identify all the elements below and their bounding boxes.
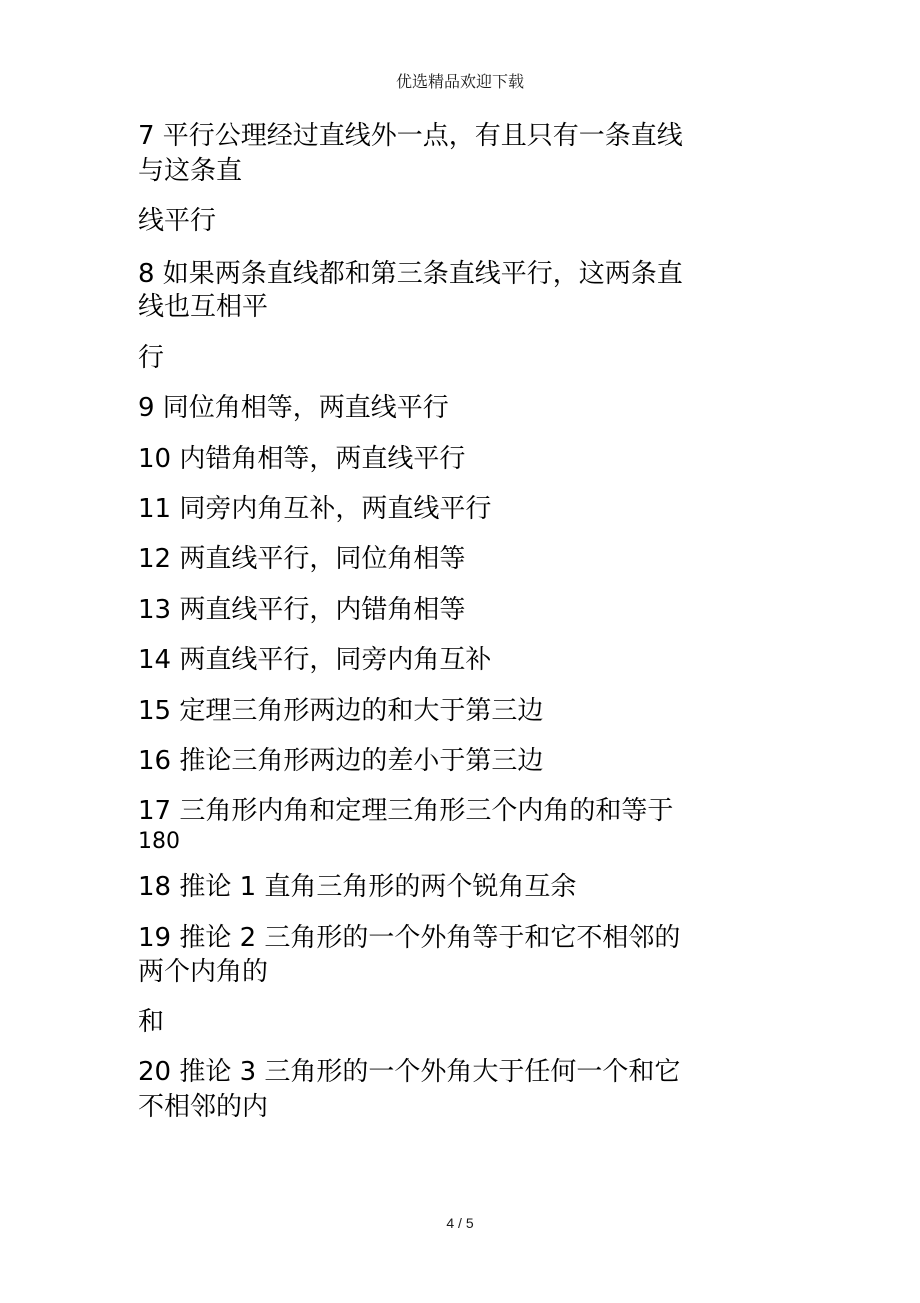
theorem-line: 16 推论三角形两边的差小于第三边 <box>138 746 544 776</box>
theorem-line: 15 定理三角形两边的和大于第三边 <box>138 696 544 726</box>
theorem-line: 9 同位角相等，两直线平行 <box>138 393 449 423</box>
theorem-line: 不相邻的内 <box>138 1092 269 1122</box>
theorem-line: 7 平行公理经过直线外一点，有且只有一条直线 <box>138 121 683 151</box>
theorem-line: 与这条直 <box>138 156 243 186</box>
theorem-line: 14 两直线平行，同旁内角互补 <box>138 645 492 675</box>
theorem-line: 8 如果两条直线都和第三条直线平行，这两条直 <box>138 259 683 289</box>
theorem-line: 20 推论 3 三角形的一个外角大于任何一个和它 <box>138 1057 681 1087</box>
theorem-line: 19 推论 2 三角形的一个外角等于和它不相邻的 <box>138 923 681 953</box>
theorem-line: 线也互相平 <box>138 292 269 322</box>
theorem-line: 12 两直线平行，同位角相等 <box>138 544 466 574</box>
theorem-line: 17 三角形内角和定理三角形三个内角的和等于 <box>138 796 674 826</box>
page-header: 优选精品欢迎下载 <box>395 72 524 91</box>
theorem-line: 18 推论 1 直角三角形的两个锐角互余 <box>138 872 577 902</box>
theorem-line: 行 <box>138 343 165 373</box>
page-number: 4 / 5 <box>446 1215 474 1231</box>
theorem-line: 线平行 <box>138 206 217 236</box>
theorem-line: 180 <box>138 829 180 854</box>
theorem-line: 10 内错角相等，两直线平行 <box>138 444 466 474</box>
theorem-line: 和 <box>138 1007 165 1037</box>
theorem-line: 两个内角的 <box>138 957 269 987</box>
theorem-line: 11 同旁内角互补，两直线平行 <box>138 494 492 524</box>
theorem-line: 13 两直线平行，内错角相等 <box>138 595 466 625</box>
